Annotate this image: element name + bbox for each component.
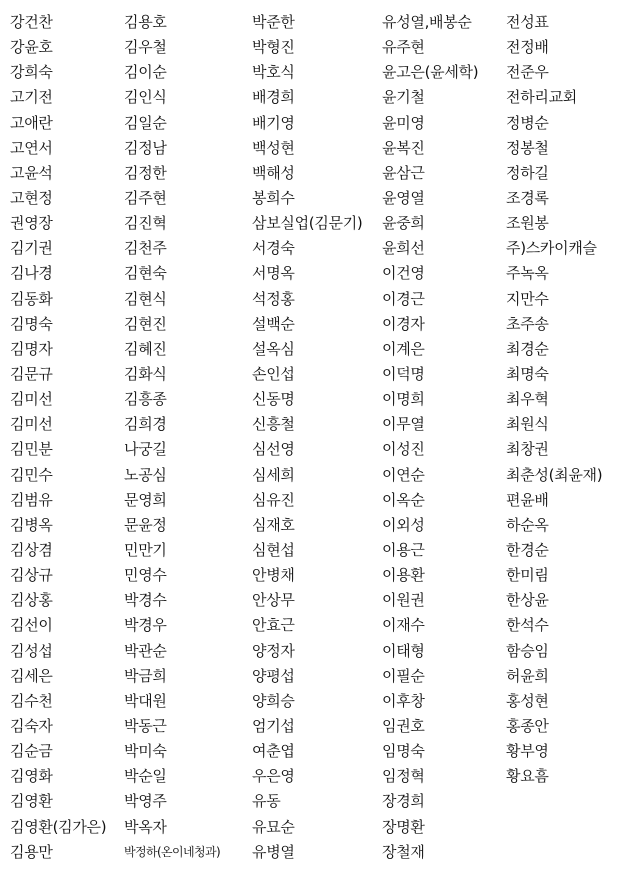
list-item: 고윤석 [10,163,53,182]
list-item: 나궁길 [124,440,167,459]
list-item: 김나경 [10,264,53,283]
list-item: 윤삼근 [382,163,425,182]
list-item: 강윤호 [10,38,53,57]
list-item: 김현진 [124,314,167,333]
list-item: 양희승 [252,691,295,710]
list-item: 김민수 [10,465,53,484]
list-item: 임권호 [382,716,425,735]
list-item: 하순옥 [506,515,549,534]
list-item: 김인식 [124,88,167,107]
list-item: 고현정 [10,188,53,207]
list-item: 홍종안 [506,716,549,735]
list-item: 주녹옥 [506,264,549,283]
list-item: 한상윤 [506,591,549,610]
list-item: 엄기섭 [252,716,295,735]
list-item: 심선영 [252,440,295,459]
list-item: 우은영 [252,767,295,786]
list-item: 김혜진 [124,339,167,358]
list-item: 배경희 [252,88,295,107]
list-item: 서명옥 [252,264,295,283]
list-item: 김명숙 [10,314,53,333]
list-item: 박대원 [124,691,167,710]
list-item: 박순일 [124,767,167,786]
list-item: 김민분 [10,440,53,459]
list-item: 이무열 [382,415,425,434]
list-item: 박동근 [124,716,167,735]
list-item: 박관순 [124,641,167,660]
list-item: 윤고은(윤세학) [382,63,479,82]
list-item: 김범유 [10,490,53,509]
list-item: 김우철 [124,38,167,57]
list-item: 이경근 [382,289,425,308]
list-item: 이연순 [382,465,425,484]
name-column-2 [124,10,220,865]
list-item: 유동 [252,792,281,811]
list-item: 유성열,배봉순 [382,13,472,31]
list-item: 장경희 [382,792,425,811]
list-item: 김성섭 [10,641,53,660]
list-item: 홍성현 [506,691,549,710]
list-item: 설옥심 [252,339,295,358]
list-item: 정병순 [506,113,549,132]
list-item: 석정홍 [252,289,295,308]
list-item: 이재수 [382,616,425,635]
list-item: 김선이 [10,616,53,635]
list-item: 박정하(온이네청과) [124,844,221,859]
list-item: 백성현 [252,138,295,157]
list-item: 윤영열 [382,188,425,207]
list-item: 고애란 [10,113,53,132]
list-item: 전정배 [506,38,549,57]
list-item: 전성표 [506,13,549,31]
list-item: 김미선 [10,415,53,434]
list-item: 장철재 [382,842,425,861]
list-item: 김천주 [124,239,167,258]
list-item: 이계은 [382,339,425,358]
list-item: 박호식 [252,63,295,82]
list-item: 심세희 [252,465,295,484]
list-item: 양평섭 [252,666,295,685]
list-item: 이용환 [382,566,425,585]
list-item: 문영희 [124,490,167,509]
list-item: 안병채 [252,566,295,585]
list-item: 박금희 [124,666,167,685]
list-item: 이성진 [382,440,425,459]
list-item: 김수천 [10,691,53,710]
list-item: 한미림 [506,566,549,585]
list-item: 윤기철 [382,88,425,107]
list-item: 이옥순 [382,490,425,509]
list-item: 김명자 [10,339,53,358]
list-item: 심재호 [252,515,295,534]
list-item: 한석수 [506,616,549,635]
list-item: 유주현 [382,38,425,57]
list-item: 김상겸 [10,540,53,559]
list-item: 김화식 [124,364,167,383]
list-item: 문윤정 [124,515,167,534]
list-item: 김현숙 [124,264,167,283]
list-item: 배기영 [252,113,295,132]
list-item: 임정혁 [382,767,425,786]
list-item: 이건영 [382,264,425,283]
list-item: 이외성 [382,515,425,534]
list-item: 서경숙 [252,239,295,258]
list-item: 김흥종 [124,390,167,409]
list-item: 신흥철 [252,415,295,434]
list-item: 민영수 [124,566,167,585]
name-column-1 [10,10,106,865]
name-column-5 [506,10,602,789]
list-item: 김정남 [124,138,167,157]
list-item: 조원봉 [506,214,549,233]
list-item: 허윤희 [506,666,549,685]
list-item: 노공심 [124,465,167,484]
list-item: 박경수 [124,591,167,610]
list-item: 황부영 [506,742,549,761]
list-item: 유병열 [252,842,295,861]
list-item: 백해성 [252,163,295,182]
list-item: 장명환 [382,817,425,836]
list-item: 김문규 [10,364,53,383]
list-item: 정하길 [506,163,549,182]
list-item: 조경록 [506,188,549,207]
list-item: 지만수 [506,289,549,308]
list-item: 박준한 [252,13,295,31]
list-item: 심현섭 [252,540,295,559]
list-item: 민만기 [124,540,167,559]
list-item: 김희경 [124,415,167,434]
list-item: 이경자 [382,314,425,333]
list-item: 이필순 [382,666,425,685]
list-item: 김동화 [10,289,53,308]
list-item: 윤미영 [382,113,425,132]
list-item: 김세은 [10,666,53,685]
list-item: 박경우 [124,616,167,635]
list-item: 박미숙 [124,742,167,761]
list-item: 김미선 [10,390,53,409]
list-item: 김상규 [10,566,53,585]
list-item: 김병옥 [10,515,53,534]
list-item: 김현식 [124,289,167,308]
list-item: 김일순 [124,113,167,132]
list-item: 이원권 [382,591,425,610]
list-item: 강건찬 [10,13,53,31]
list-item: 이덕명 [382,364,425,383]
list-item: 고연서 [10,138,53,157]
list-item: 한경순 [506,540,549,559]
list-item: 윤복진 [382,138,425,157]
list-item: 권영장 [10,214,53,233]
list-item: 김영환 [10,792,53,811]
list-item: 황요흠 [506,767,549,786]
list-item: 김용호 [124,13,167,31]
list-item: 전하리교회 [506,88,577,107]
list-item: 김진혁 [124,214,167,233]
list-item: 유묘순 [252,817,295,836]
list-item: 강희숙 [10,63,53,82]
list-item: 김주현 [124,188,167,207]
list-item: 이태형 [382,641,425,660]
list-item: 최창권 [506,440,549,459]
list-item: 윤희선 [382,239,425,258]
list-item: 함승임 [506,641,549,660]
list-item: 최원식 [506,415,549,434]
list-item: 임명숙 [382,742,425,761]
list-item: 삼보실업(김문기) [252,214,363,233]
list-item: 김기권 [10,239,53,258]
list-item: 초주송 [506,314,549,333]
list-item: 김영화 [10,767,53,786]
list-item: 김상홍 [10,591,53,610]
list-item: 이용근 [382,540,425,559]
list-item: 고기전 [10,88,53,107]
list-item: 손인섭 [252,364,295,383]
list-item: 안상무 [252,591,295,610]
list-item: 이후창 [382,691,425,710]
list-item: 최춘성(최윤재) [506,465,603,484]
list-item: 여춘엽 [252,742,295,761]
list-item: 안효근 [252,616,295,635]
list-item: 김정한 [124,163,167,182]
list-item: 최우혁 [506,390,549,409]
list-item: 최명숙 [506,364,549,383]
name-column-3 [252,10,362,865]
list-item: 주)스카이캐슬 [506,239,597,258]
list-item: 이명희 [382,390,425,409]
list-item: 김용만 [10,842,53,861]
list-item: 김숙자 [10,716,53,735]
list-item: 최경순 [506,339,549,358]
list-item: 봉희수 [252,188,295,207]
list-item: 박옥자 [124,817,167,836]
list-item: 정봉철 [506,138,549,157]
list-item: 김순금 [10,742,53,761]
list-item: 양정자 [252,641,295,660]
list-item: 전준우 [506,63,549,82]
list-item: 김영환(김가은) [10,817,107,836]
list-item: 윤중희 [382,214,425,233]
list-item: 심유진 [252,490,295,509]
list-item: 설백순 [252,314,295,333]
name-column-4 [382,10,478,865]
list-item: 신동명 [252,390,295,409]
list-item: 박형진 [252,38,295,57]
list-item: 김이순 [124,63,167,82]
list-item: 박영주 [124,792,167,811]
list-item: 편윤배 [506,490,549,509]
